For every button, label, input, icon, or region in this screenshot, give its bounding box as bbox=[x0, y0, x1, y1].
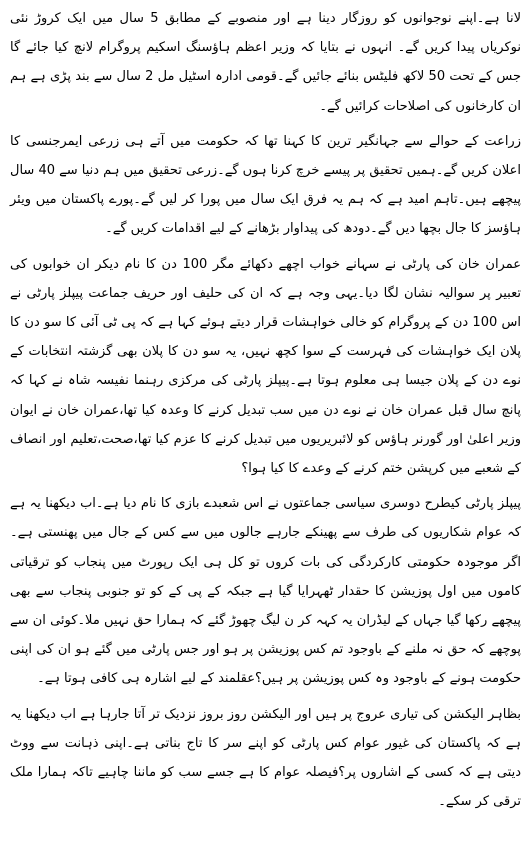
paragraph-hundred-days: عمران خان کی پارٹی نے سہانے خواب اچھے دکھائے مگر 100 دن کا نام دیکر ان خوابوں کی تعبیر پر سوالیہ نشان لگا دیا۔یہی وجہ ہے کہ ان کی حلیف اور حریف جماعت پیپلز پارٹی نے اس 100 دن کے پروگرام کو خالی خواہشات قرار دیتے ہوئے کہا ہے کہ پی ٹی آئی کا سو دن کا پلان ایک خواہشات کی فہرست کے سوا کچھ نہیں، یہ سو دن کا پلان بھی گزشتہ انتخابات کے نوے دن کے پلان جیسا ہی معلوم ہوتا ہے۔پیپلز پارٹی کی مرکزی رہنما نفیسہ شاہ نے کہا کہ پانچ سال قبل عمران خان نے نوے دن میں سب تبدیل کرنے کا وعدہ کیا تھا،عمران خان نے ایوان وزیر اعلیٰ اور گورنر ہاؤس کو لائبریریوں میں تبدیل کرنے کا عزم کیا تھا،صحت،تعلیم اور انصاف کے شعبے میں کرپشن ختم کرنے کے وعدے کا کیا ہوا؟ bbox=[10, 256, 521, 477]
paragraph-conclusion: بظاہر الیکشن کی تیاری عروج پر ہیں اور الیکشن روز بروز نزدیک تر آتا جارہا ہے اب دیکھنا یہ ہے کہ پاکستان کی غیور عوام کس پارٹی کو اپنے سر کا تاج بناتی ہے۔اپنی ذہانت سے ووٹ دیتی ہے کہ کسی کے اشاروں پر؟فیصلہ عوام کا ہے جسے سب کو ماننا چاہیے تاکہ ہمارا ملک ترقی کر سکے۔ bbox=[10, 706, 521, 810]
paragraph-ppp-stance: پیپلز پارٹی کیطرح دوسری سیاسی جماعتوں نے اس شعبدے بازی کا نام دیا ہے۔اب دیکھنا یہ ہے کہ عوام شکاریوں کی طرف سے پھینکے جارہے جالوں میں سے کس کے جال میں پھنستی ہے۔اگر موجودہ حکومتی کارکردگی کی بات کروں تو کل ہی ایک رپورٹ میں پنجاب کو ترقیاتی کاموں میں اول پوزیشن کا حقدار ٹھہرایا گیا ہے جبکہ کے پی کے کو تو جنوبی پنجاب سے بھی پیچھے رکھا گیا جہاں کے لیڈران یہ کہہ کر ن لیگ چھوڑ گئے کہ ہمارا حق نہیں ملا۔کوئی ان سے پوچھے کہ حق نہ ملنے کے باوجود تم کس پوزیشن پر ہو اور جس پارٹی میں گئے ہو ان کی اپنی حکومت ہونے کے باوجود وہ کس پوزیشن پر ہیں؟عقلمند کے لیے اشارہ ہی کافی ہوتا ہے۔ bbox=[10, 496, 521, 687]
paragraph-manifesto: لانا ہے۔اپنے نوجوانوں کو روزگار دینا ہے اور منصوبے کے مطابق 5 سال میں ایک کروڑ نئی نوکریاں پیدا کریں گے۔ انہوں نے بتایا کہ وزیر اعظم ہاؤسنگ اسکیم پروگرام لانچ کیا جائے گا جس کے تحت 50 لاکھ فلیٹس بنائے جائیں گے۔قومی ادارہ اسٹیل مل 2 سال سے بند پڑی ہے ہم ان کارخانوں کی اصلاحات کرائیں گے۔ bbox=[10, 11, 522, 114]
paragraph-agriculture: زراعت کے حوالے سے جہانگیر ترین کا کہنا تھا کہ حکومت میں آتے ہی زرعی ایمرجنسی کا اعلان کریں گے۔ہمیں تحقیق پر پیسے خرچ کرنا ہوں گے۔زرعی تحقیق میں ہم دنیا سے 40 سال پیچھے ہیں۔تاہم امید ہے کہ ہم یہ فرق ایک سال میں پورا کر لیں گے۔پورے پاکستان میں ویئر ہاؤسز کا جال بچھا دیں گے۔دودھ کی پیداوار بڑھانے کے لیے اقدامات کریں گے۔ bbox=[10, 133, 521, 237]
